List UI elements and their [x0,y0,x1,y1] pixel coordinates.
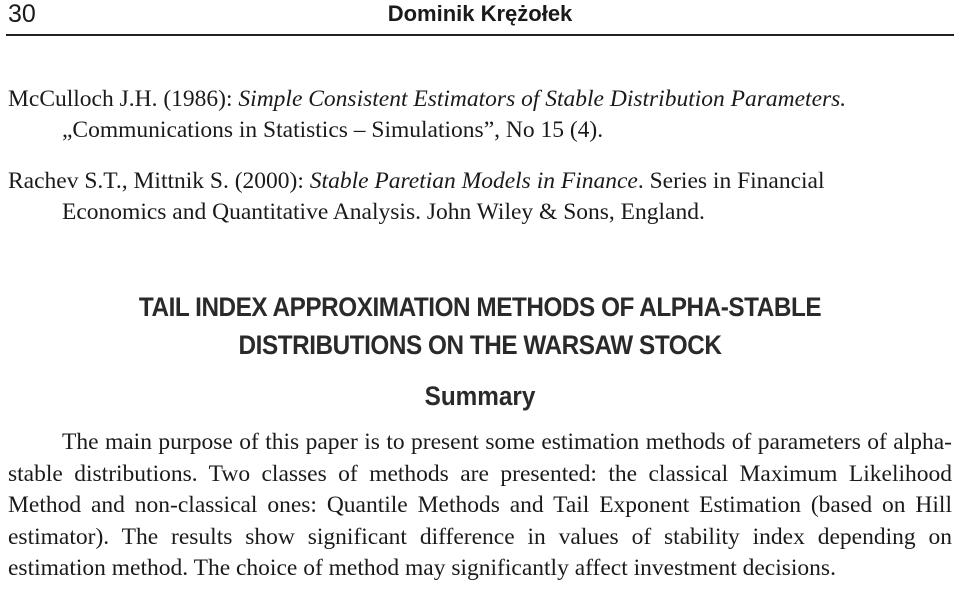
reference-authors: McCulloch J.H. (1986): [8,86,239,112]
reference-series: . Series in Financial [637,168,825,194]
reference-title: Simple Consistent Estimators of Stable Distribution Parameters. [238,86,847,112]
reference-item [8,84,952,146]
article-title-line: TAIL INDEX APPROXIMATION METHODS OF ALPHA-STABLE [138,292,822,322]
page-number: 30 [8,0,36,28]
summary-body: The main purpose of this paper is to present some estimation methods of parameters of alpha-stable distributions. Two classes of methods are presented: the classical Maximum Likelihood Method and non-classical ones: Quantile Methods and Tail Exponent Estimation (based on Hill estimator). The results show significant difference in values of stability index depending on estimation method. The choice of method may significantly affect investment decisions. [8,429,952,581]
reference-publisher: Economics and Quantitative Analysis. John Wiley & Sons, England. [62,199,705,225]
running-head-author: Dominik Krężołek [387,1,573,26]
summary-paragraph [8,427,952,585]
reference-item [8,166,952,228]
reference-title: Stable Paretian Models in Finance [309,168,638,194]
article-title-line: DISTRIBUTIONS ON THE WARSAW STOCK [238,330,722,360]
article-title [48,288,912,364]
header-rule [6,34,954,36]
reference-authors: Rachev S.T., Mittnik S. (2000): [8,168,310,194]
page-header [0,0,960,40]
summary-heading: Summary [424,381,536,411]
references-list [8,84,952,248]
reference-source: „Communications in Statistics – Simulations”, No 15 (4). [62,117,604,143]
